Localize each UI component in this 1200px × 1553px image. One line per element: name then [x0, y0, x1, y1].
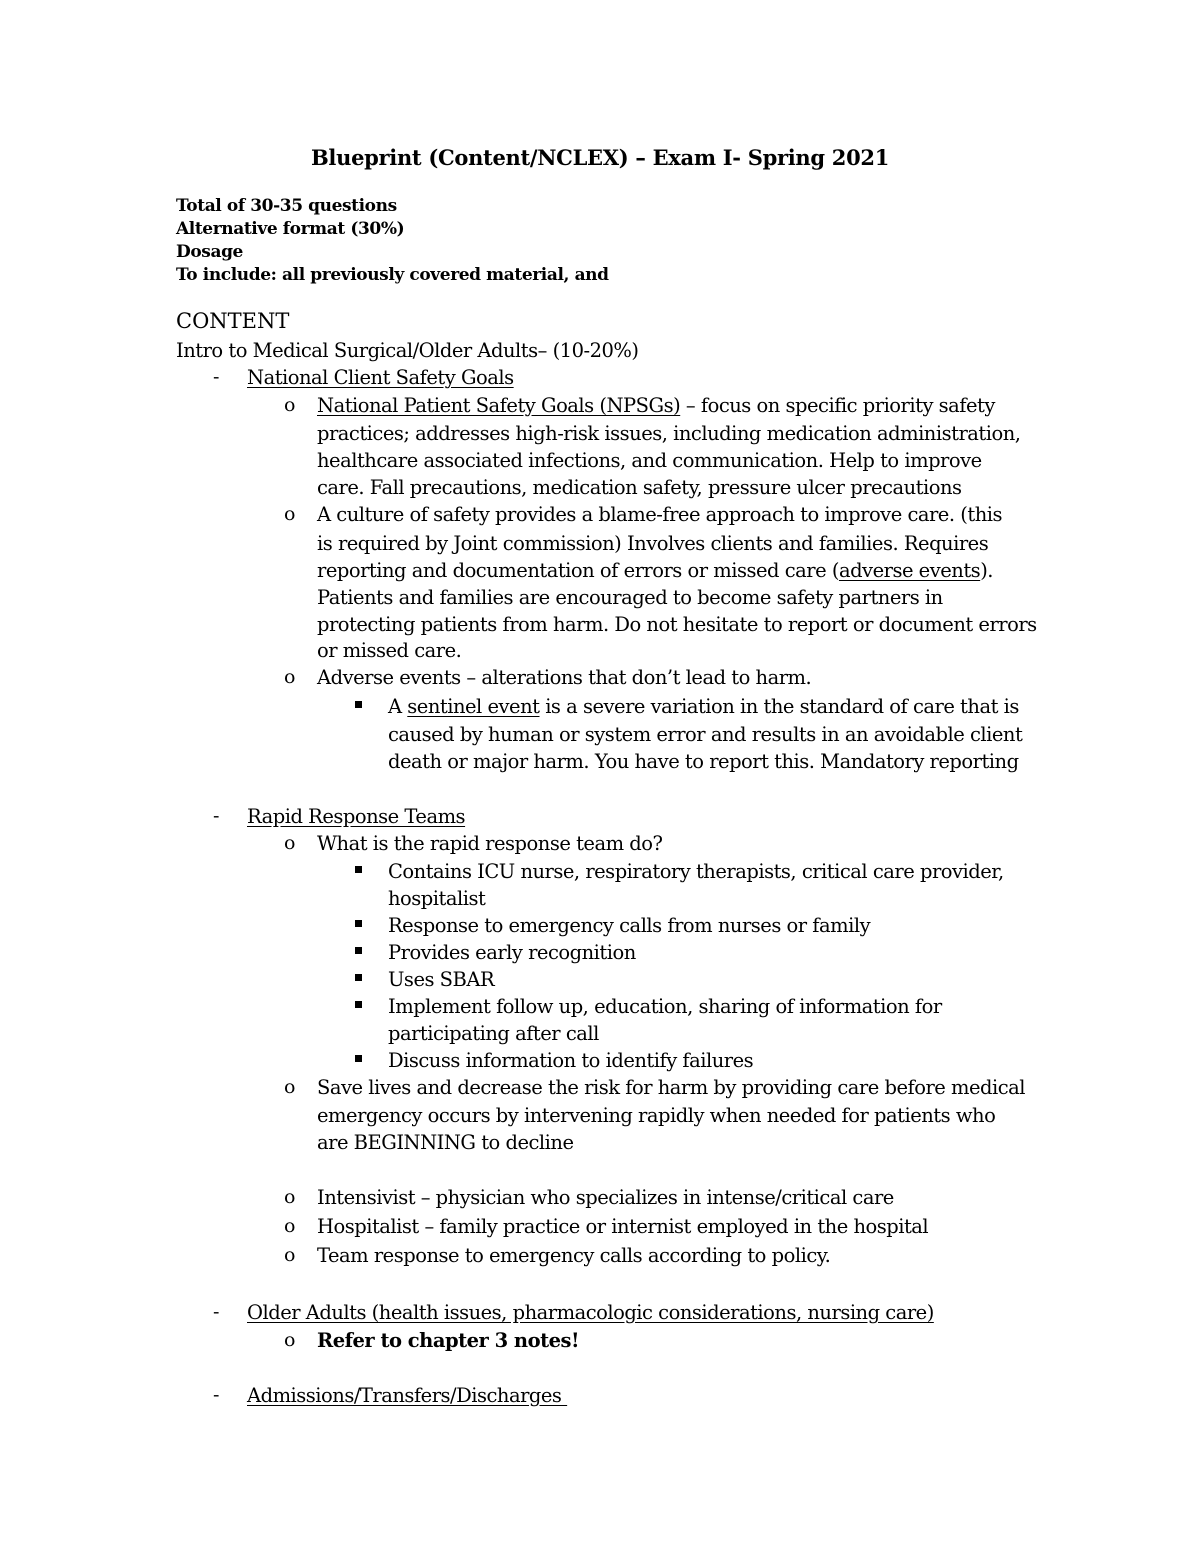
culture-line-2: is required by Joint commission) Involves clients and families. Requires	[317, 532, 989, 555]
rrt-bullet-1-line-2: hospitalist	[388, 887, 486, 910]
square-bullet-icon	[355, 920, 362, 927]
square-bullet-icon	[355, 701, 362, 708]
circle-bullet: o	[284, 1215, 296, 1237]
content-heading: CONTENT	[176, 309, 290, 333]
circle-bullet: o	[284, 1186, 296, 1208]
rrt-question: What is the rapid response team do?	[317, 832, 663, 855]
meta-include: To include: all previously covered material, and	[176, 265, 609, 285]
npsg-line-2: practices; addresses high-risk issues, including medication administration,	[317, 422, 1021, 445]
rrt-bullet-5-line-1: Implement follow up, education, sharing of information for	[388, 995, 942, 1018]
circle-bullet: o	[284, 832, 296, 854]
dash-bullet: -	[213, 1384, 220, 1406]
npsg-label: National Patient Safety Goals (NPSGs)	[317, 394, 681, 417]
hospitalist-line: Hospitalist – family practice or internist employed in the hospital	[317, 1215, 929, 1238]
npsg-line-4: care. Fall precautions, medication safety, pressure ulcer precautions	[317, 476, 962, 499]
meta-question-count: Total of 30-35 questions	[176, 196, 397, 216]
square-bullet-icon	[355, 947, 362, 954]
npsg-line-1	[317, 392, 995, 419]
team-response-line: Team response to emergency calls according to policy.	[317, 1244, 831, 1267]
circle-bullet: o	[284, 1244, 296, 1266]
npsg-line-3: healthcare associated infections, and communication. Help to improve	[317, 449, 982, 472]
adverse-events-term: adverse events	[838, 559, 981, 582]
older-adults-heading: Older Adults (health issues, pharmacologic considerations, nursing care)	[247, 1301, 934, 1324]
square-bullet-icon	[355, 974, 362, 981]
circle-bullet: o	[284, 1076, 296, 1098]
rrt-bullet-6: Discuss information to identify failures	[388, 1049, 754, 1072]
culture-line-3-post: ).	[980, 559, 993, 582]
circle-bullet: o	[284, 666, 296, 688]
sentinel-line-3: death or major harm. You have to report this. Mandatory reporting	[388, 750, 1019, 773]
nsg-heading: National Client Safety Goals	[247, 366, 514, 389]
sentinel-event-term: sentinel event	[407, 695, 540, 718]
culture-line-5: protecting patients from harm. Do not hesitate to report or document errors	[317, 613, 1037, 636]
culture-line-6: or missed care.	[317, 639, 462, 662]
dash-bullet: -	[213, 1301, 220, 1323]
intensivist-line: Intensivist – physician who specializes in intense/critical care	[317, 1186, 894, 1209]
circle-bullet: o	[284, 394, 296, 416]
culture-line-1: A culture of safety provides a blame-free approach to improve care. (this	[317, 503, 1002, 526]
rrt-heading: Rapid Response Teams	[247, 805, 466, 828]
square-bullet-icon	[355, 1001, 362, 1008]
culture-line-4: Patients and families are encouraged to become safety partners in	[317, 586, 943, 609]
square-bullet-icon	[355, 1055, 362, 1062]
exam-meta	[176, 195, 609, 287]
save-lives-line-2: emergency occurs by intervening rapidly when needed for patients who	[317, 1104, 996, 1127]
culture-line-3-pre: reporting and documentation of errors or missed care (	[317, 559, 839, 582]
admissions-heading: Admissions/Transfers/Discharges	[247, 1384, 568, 1407]
dash-bullet: -	[213, 805, 220, 827]
npsg-line-1-rest: – focus on specific priority safety	[680, 394, 995, 417]
circle-bullet: o	[284, 1329, 296, 1351]
document-title: Blueprint (Content/NCLEX) – Exam I- Spring 2021	[310, 145, 890, 170]
sentinel-line-1	[388, 693, 1019, 720]
sentinel-line-2: caused by human or system error and results in an avoidable client	[388, 723, 1023, 746]
culture-line-3	[317, 557, 993, 584]
save-lives-line-1: Save lives and decrease the risk for harm by providing care before medical	[317, 1076, 1026, 1099]
rrt-bullet-3: Provides early recognition	[388, 941, 636, 964]
rrt-bullet-4: Uses SBAR	[388, 968, 495, 991]
rrt-bullet-5-line-2: participating after call	[388, 1022, 599, 1045]
save-lives-line-3: are BEGINNING to decline	[317, 1131, 574, 1154]
meta-dosage: Dosage	[176, 242, 243, 262]
square-bullet-icon	[355, 866, 362, 873]
dash-bullet: -	[213, 366, 220, 388]
section-intro: Intro to Medical Surgical/Older Adults– (10-20%)	[176, 339, 639, 362]
adverse-events-line: Adverse events – alterations that don’t lead to harm.	[317, 666, 812, 689]
sentinel-line-1-pre: A	[388, 695, 408, 718]
chapter-note: Refer to chapter 3 notes!	[317, 1329, 580, 1352]
rrt-bullet-1-line-1: Contains ICU nurse, respiratory therapists, critical care provider,	[388, 860, 1004, 883]
sentinel-line-1-post: is a severe variation in the standard of care that is	[539, 695, 1019, 718]
meta-alt-format: Alternative format (30%)	[176, 219, 405, 239]
rrt-bullet-2: Response to emergency calls from nurses or family	[388, 914, 871, 937]
circle-bullet: o	[284, 503, 296, 525]
